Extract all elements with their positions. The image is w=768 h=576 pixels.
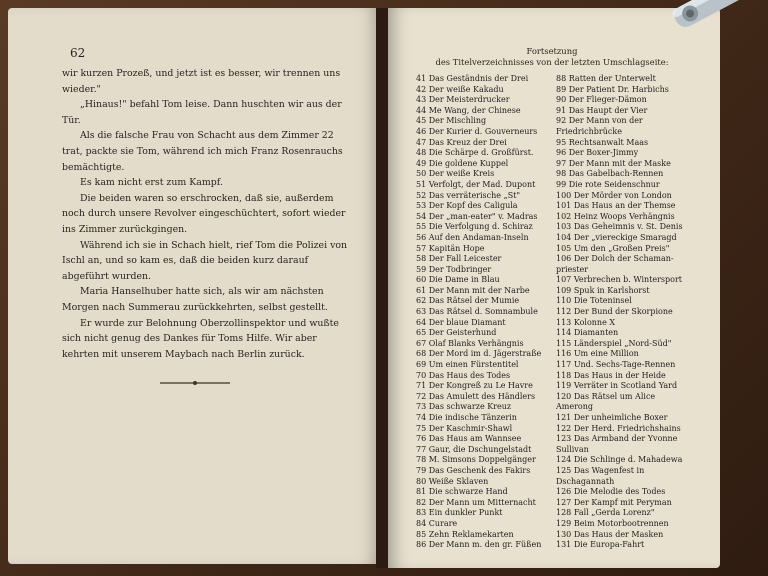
title-entry: 81 Die schwarze Hand	[416, 487, 508, 497]
title-entry: 95 Rechtsanwalt Maas	[556, 137, 649, 147]
title-entry: Sullivan	[556, 444, 589, 454]
title-entry: 98 Das Gabelbach-Rennen	[556, 169, 664, 179]
title-entry: 70 Das Haus des Todes	[416, 370, 511, 380]
title-entry: 51 Verfolgt, der Mad. Dupont	[416, 179, 536, 189]
title-entry: 126 Die Melodie des Todes	[556, 487, 666, 497]
title-entry: 75 Der Kaschmir-Shawl	[416, 423, 513, 433]
title-entry: 74 Die indische Tänzerin	[416, 413, 517, 422]
title-entry: 99 Die rote Seidenschnur	[556, 179, 660, 189]
title-entry: 104 Der „viereckige Smaragd	[556, 232, 677, 242]
title-entry: 58 Der Fall Leicester	[416, 254, 502, 264]
title-entry: 113 Kolonne X	[556, 317, 616, 327]
title-entry: 77 Gaur, die Dschungelstadt	[416, 444, 532, 454]
heading-line: des Titelverzeichnisses von der letzten Umschlagseite:	[435, 57, 669, 67]
title-entry: 55 Die Verfolgung d. Schiraz	[416, 222, 533, 232]
paragraph: Er wurde zur Belohnung Oberzollinspektor und wußte sich nicht genug des Dankes für Toms Hilfe. Wir aber kehrten mit unserem Maybach nach Berlin zurück.	[62, 317, 339, 360]
title-entry: 100 Der Mörder von London	[556, 190, 672, 200]
title-entry: 80 Weiße Sklaven	[416, 476, 489, 486]
title-entry: 82 Der Mann um Mitternacht	[416, 497, 536, 507]
title-entry: 121 Der unheimliche Boxer	[556, 413, 668, 422]
title-entry: 110 Die Toteninsel	[556, 296, 632, 306]
title-entry: 83 Ein dunkler Punkt	[416, 508, 503, 518]
title-entry: 49 Die goldene Kuppel	[416, 158, 509, 168]
title-entry: Dschagannath	[556, 476, 615, 486]
title-entry: 129 Beim Motorbootrennen	[556, 518, 669, 528]
title-entry: 50 Der weiße Kreis	[416, 169, 495, 179]
title-entry: 59 Der Todbringer	[416, 264, 492, 274]
title-entry: 53 Der Kopf des Caligula	[416, 201, 518, 211]
title-list-column-1	[416, 74, 541, 551]
title-entry: 45 Der Mischling	[416, 116, 487, 126]
title-entry: 116 Um eine Million	[556, 349, 639, 359]
title-entry: 131 Die Europa-Fahrt	[556, 540, 645, 550]
title-entry: 127 Der Kampf mit Peryman	[556, 497, 672, 507]
left-page-text	[62, 66, 354, 362]
title-list-column-2	[556, 74, 683, 551]
title-entry: 91 Das Haupt der Vier	[556, 105, 648, 115]
title-entry: 120 Das Rätsel um Alice	[556, 391, 656, 401]
title-entry: 118 Das Haus in der Heide	[556, 370, 666, 380]
title-entry: 123 Das Armband der Yvonne	[556, 434, 678, 444]
title-entry: 44 Me Wang, der Chinese	[416, 105, 521, 115]
title-entry: 119 Verräter in Scotland Yard	[556, 381, 678, 391]
title-entry: 125 Das Wagenfest in	[556, 465, 645, 475]
paragraph: Während ich sie in Schach hielt, rief Tom die Polizei von Ischl an, und so kam es, daß die beiden kurz darauf abgeführt wurden.	[62, 239, 348, 282]
title-entry: 52 Das verräterische „St"	[416, 190, 521, 200]
title-entry: 122 Der Herd. Friedrichshains	[556, 423, 681, 433]
title-entry: 72 Das Amulett des Händlers	[416, 391, 536, 401]
title-entry: 84 Curare	[416, 518, 458, 528]
title-entry: 102 Heinz Woops Verhängnis	[556, 211, 675, 221]
title-entry: 105 Um den „Großen Preis"	[556, 243, 670, 253]
title-entry: 109 Spuk in Karlshorst	[556, 285, 650, 295]
title-entry: 71 Der Kongreß zu Le Havre	[416, 381, 533, 391]
title-entry: Amerong	[556, 402, 594, 412]
title-entry: 47 Das Kreuz der Drei	[416, 137, 507, 147]
heading-line: Fortsetzung	[526, 46, 578, 56]
paragraph: Die beiden waren so erschrocken, daß sie, außerdem noch durch unsere Revolver eingeschüchtert, sofort wieder ins Zimmer zurückgingen.	[62, 192, 346, 235]
title-entry: 57 Kapitän Hope	[416, 243, 485, 253]
page-number: 62	[70, 46, 86, 60]
title-entry: 88 Ratten der Unterwelt	[556, 74, 656, 83]
title-entry: 42 Der weiße Kakadu	[416, 84, 504, 94]
title-entry: 92 Der Mann von der	[556, 116, 643, 126]
title-entry: priester	[556, 264, 589, 274]
title-entry: 128 Fall „Gerda Lorenz"	[556, 508, 655, 518]
title-entry: 43 Der Meisterdrucker	[416, 95, 510, 105]
title-entry: 90 Der Flieger-Dämon	[556, 95, 647, 105]
title-entry: 79 Das Geschenk des Fakirs	[416, 465, 531, 475]
title-entry: 97 Der Mann mit der Maske	[556, 158, 671, 168]
title-entry: 112 Der Bund der Skorpione	[556, 307, 673, 317]
title-entry: 65 Der Geisterhund	[416, 328, 497, 338]
title-entry: 63 Das Rätsel d. Somnambule	[416, 307, 538, 317]
ornament-divider	[158, 380, 232, 386]
title-entry: 56 Auf den Andaman-Inseln	[416, 232, 529, 242]
title-entry: 130 Das Haus der Masken	[556, 529, 664, 539]
title-entry: 106 Der Dolch der Schaman-	[556, 254, 674, 264]
title-entry: 124 Die Schlinge d. Mahadewa	[556, 455, 683, 465]
title-entry: 61 Der Mann mit der Narbe	[416, 285, 530, 295]
title-entry: 114 Diamanten	[556, 328, 619, 338]
title-entry: 76 Das Haus am Wannsee	[416, 434, 522, 444]
title-entry: 60 Die Dame in Blau	[416, 275, 500, 285]
title-entry: 85 Zehn Reklamekarten	[416, 529, 514, 539]
title-entry: 48 Die Schärpe d. Großfürst.	[416, 148, 534, 158]
paragraph: Es kam nicht erst zum Kampf.	[80, 177, 223, 189]
title-entry: 69 Um einen Fürstentitel	[416, 360, 519, 370]
title-entry: 73 Das schwarze Kreuz	[416, 402, 512, 412]
title-entry: 107 Verbrechen b. Wintersport	[556, 275, 683, 285]
title-entry: Friedrichbrücke	[556, 126, 622, 136]
paragraph: wir kurzen Prozeß, und jetzt ist es besser, wir trennen uns wieder."	[62, 68, 341, 95]
title-entry: 103 Das Geheimnis v. St. Denis	[556, 222, 683, 232]
title-entry: 117 Und. Sechs-Tage-Rennen	[556, 360, 676, 370]
title-entry: 41 Das Geständnis der Drei	[416, 74, 529, 83]
title-entry: 78 M. Simsons Doppelgänger	[416, 455, 536, 465]
title-entry: 115 Länderspiel „Nord-Süd"	[556, 338, 672, 348]
title-entry: 89 Der Patient Dr. Harbichs	[556, 84, 669, 94]
title-entry: 67 Olaf Blanks Verhängnis	[416, 338, 524, 348]
title-entry: 54 Der „man-eater" v. Madras	[416, 211, 538, 221]
paragraph: „Hinaus!" befahl Tom leise. Dann huschten wir aus der Tür.	[62, 99, 342, 126]
title-entry: 64 Der blaue Diamant	[416, 317, 506, 327]
title-entry: 68 Der Mord im d. Jägerstraße	[416, 349, 542, 359]
paragraph: Maria Hanselhuber hatte sich, als wir am nächsten Morgen nach Summerau zurückkehrten, selbst gestellt.	[62, 286, 328, 313]
title-entry: 86 Der Mann m. den gr. Füßen	[416, 540, 542, 550]
title-entry: 62 Das Rätsel der Mumie	[416, 296, 520, 306]
title-entry: 46 Der Kurier d. Gouverneurs	[416, 126, 538, 136]
title-entry: 101 Das Haus an der Themse	[556, 201, 676, 211]
paragraph: Als die falsche Frau von Schacht aus dem Zimmer 22 trat, packte sie Tom, während ich mich Franz Rosenrauchs bemächtigte.	[62, 130, 343, 173]
title-entry: 96 Der Boxer-Jimmy	[556, 148, 639, 158]
title-list-heading	[412, 46, 692, 68]
